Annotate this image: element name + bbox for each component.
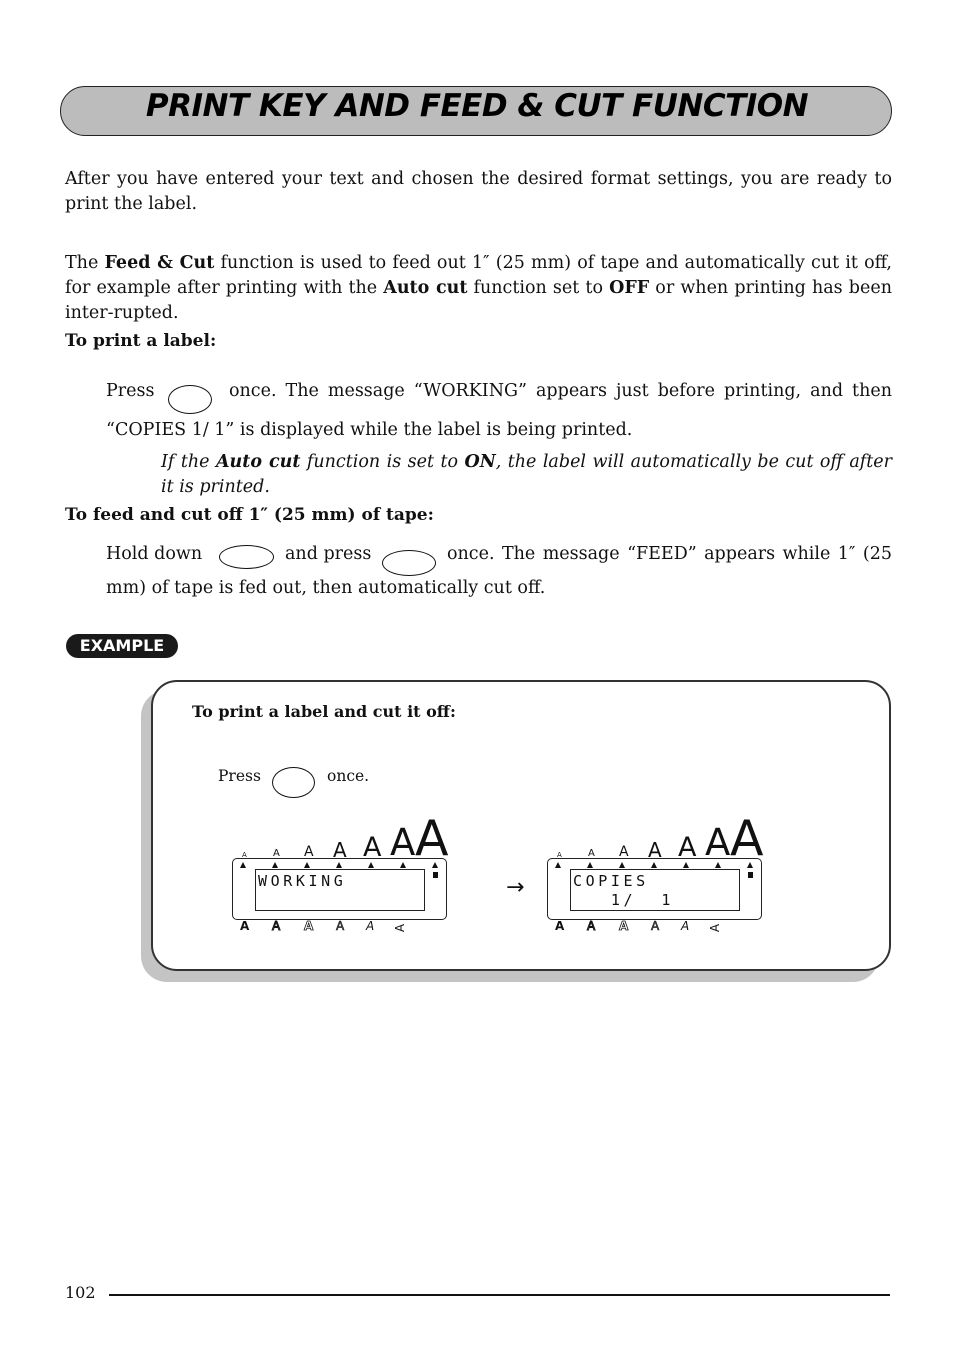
print-step-text: once. The message “WORKING” appears just before printing, and then bbox=[229, 381, 892, 401]
feed-step-line2: mm) of tape is fed out, then automatically cut off. bbox=[106, 578, 546, 598]
press-label: Press bbox=[106, 381, 155, 401]
feed-heading: To feed and cut off 1″ (25 mm) of tape: bbox=[65, 505, 434, 525]
print-heading: To print a label: bbox=[65, 331, 217, 351]
text-run: If the bbox=[161, 452, 216, 472]
size-indicator: A bbox=[705, 821, 731, 864]
style-indicator: A bbox=[366, 919, 375, 933]
lcd-screen-text: COPIES 1/ 1 bbox=[570, 869, 740, 911]
and-press-label: and press bbox=[285, 544, 372, 564]
footer-rule bbox=[109, 1294, 890, 1296]
style-indicator: A bbox=[651, 919, 660, 933]
lcd-screen-text: WORKING bbox=[255, 869, 425, 911]
print-key-icon bbox=[382, 550, 436, 576]
size-indicator: A bbox=[730, 810, 764, 867]
example-once-label: once. bbox=[327, 767, 370, 785]
size-indicator: A bbox=[415, 810, 449, 867]
intro-paragraph: After you have entered your text and chosen the desired format settings, you are ready to print the label. bbox=[65, 169, 892, 214]
style-indicator: A bbox=[587, 919, 596, 933]
size-indicator: A bbox=[273, 848, 280, 859]
cursor-indicator bbox=[748, 872, 753, 878]
text-run: The bbox=[65, 253, 105, 273]
on-term: ON bbox=[464, 452, 496, 472]
style-indicator: A bbox=[393, 923, 408, 933]
page-number: 102 bbox=[65, 1283, 96, 1302]
size-indicator: A bbox=[557, 851, 562, 859]
size-indicator: A bbox=[333, 838, 347, 862]
auto-cut-term: Auto cut bbox=[383, 278, 468, 298]
text-run: or when printing has been inter-rupted. bbox=[65, 278, 892, 323]
lcd-display-working bbox=[232, 812, 452, 937]
size-indicator: A bbox=[619, 844, 629, 860]
example-press-label: Press bbox=[218, 767, 261, 785]
style-indicator: A bbox=[304, 919, 314, 933]
print-key-icon bbox=[272, 767, 315, 798]
size-indicator: A bbox=[390, 821, 416, 864]
style-indicator: A bbox=[272, 919, 281, 933]
size-indicator: A bbox=[678, 832, 697, 863]
off-term: OFF bbox=[609, 278, 650, 298]
feed-step-text: once. The message “FEED” appears while 1″ (25 bbox=[447, 544, 892, 564]
text-run: , the label will automatically be cut off after it is printed. bbox=[161, 452, 892, 497]
size-indicator: A bbox=[363, 832, 382, 863]
auto-cut-note bbox=[161, 450, 892, 500]
feed-cut-term: Feed & Cut bbox=[104, 253, 215, 273]
size-indicator: A bbox=[304, 844, 314, 860]
style-indicator: A bbox=[240, 919, 250, 933]
style-indicator: A bbox=[681, 919, 690, 933]
style-indicator: A bbox=[336, 919, 345, 933]
lcd-display-copies bbox=[547, 812, 767, 937]
text-run: function set to bbox=[467, 278, 610, 298]
size-indicator: A bbox=[242, 851, 247, 859]
style-indicator: A bbox=[555, 919, 565, 933]
text-run: function is used to feed out 1″ (25 mm) of tape and automatically cut it off, for example after printing with the bbox=[65, 253, 892, 298]
print-key-icon bbox=[168, 385, 212, 414]
example-heading: To print a label and cut it off: bbox=[192, 702, 456, 721]
code-key-icon bbox=[219, 545, 274, 569]
hold-down-label: Hold down bbox=[106, 544, 203, 564]
style-indicator: A bbox=[708, 923, 723, 933]
example-badge: EXAMPLE bbox=[66, 634, 178, 658]
size-indicator: A bbox=[648, 838, 662, 862]
cursor-indicator bbox=[433, 872, 438, 878]
page-title: PRINT KEY AND FEED & CUT FUNCTION bbox=[145, 88, 809, 124]
style-indicator: A bbox=[619, 919, 629, 933]
arrow-icon: → bbox=[506, 875, 525, 900]
size-indicator: A bbox=[588, 848, 595, 859]
auto-cut-term: Auto cut bbox=[215, 452, 301, 472]
print-step-line2: “COPIES 1/ 1” is displayed while the label is being printed. bbox=[106, 420, 633, 440]
text-run: function is set to bbox=[300, 452, 465, 472]
feed-cut-paragraph bbox=[65, 251, 892, 326]
